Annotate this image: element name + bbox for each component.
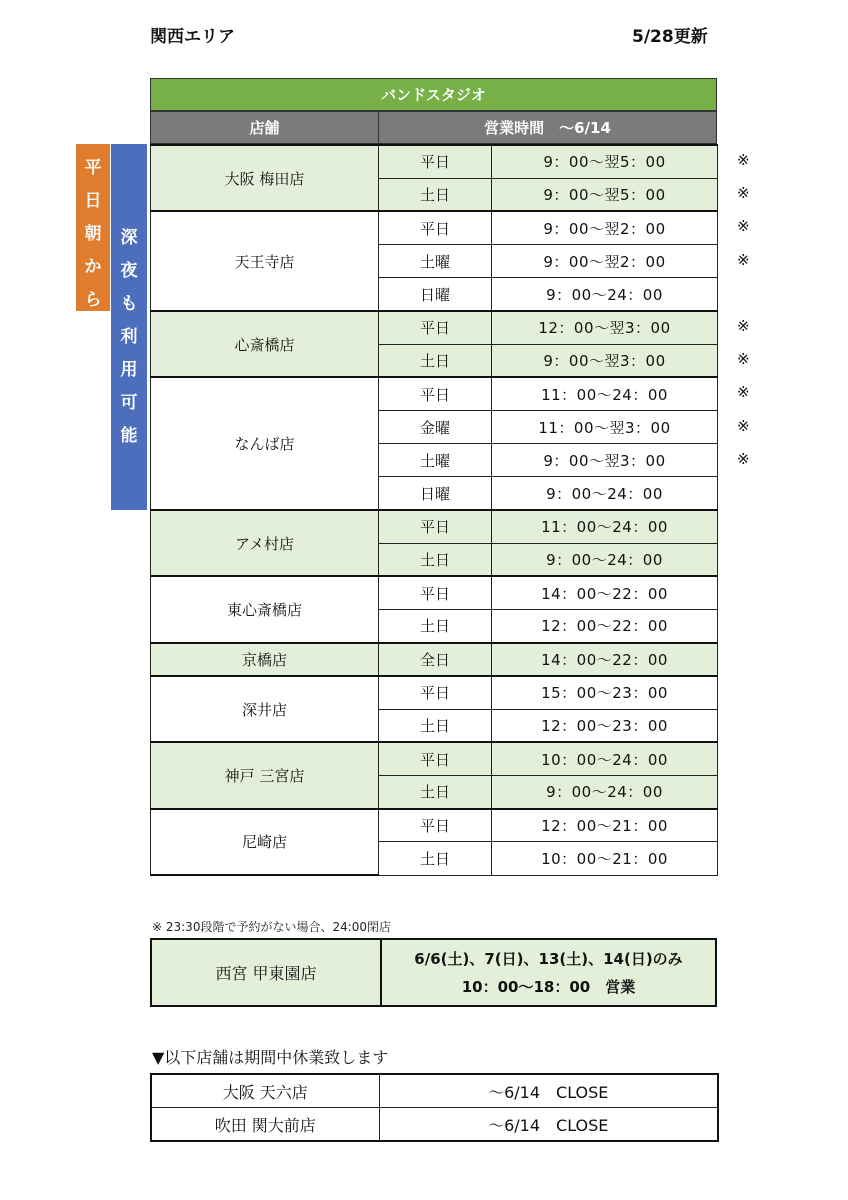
closed-store-status: ～6/14 CLOSE xyxy=(379,1108,718,1142)
opening-hours: 9：00～翌3：00 xyxy=(492,444,718,477)
store-name: 東心斎橋店 xyxy=(151,576,379,642)
late-close-note-mark: ※ xyxy=(737,383,750,402)
store-name: アメ村店 xyxy=(151,510,379,576)
side-label-weekday-morning xyxy=(76,144,110,311)
opening-hours: 15：00～23：00 xyxy=(492,676,718,709)
opening-hours: 9：00～24：00 xyxy=(492,477,718,510)
opening-hours: 12：00～21：00 xyxy=(492,809,718,842)
day-type: 平日 xyxy=(379,809,492,842)
table-row xyxy=(151,742,718,775)
late-close-note-mark: ※ xyxy=(737,449,750,468)
nishinomiya-store-name: 西宮 甲東園店 xyxy=(152,940,382,1005)
opening-hours: 9：00～翌3：00 xyxy=(492,344,718,377)
late-close-note-mark: ※ xyxy=(737,184,750,203)
closed-store-name: 吹田 関大前店 xyxy=(151,1108,379,1142)
day-type: 土日 xyxy=(379,543,492,576)
late-close-note-mark: ※ xyxy=(737,217,750,236)
day-type: 土日 xyxy=(379,709,492,742)
table-row xyxy=(151,377,718,410)
side-label-char: 可 xyxy=(120,393,138,413)
day-type: 土曜 xyxy=(379,444,492,477)
side-label-late-night xyxy=(111,144,147,510)
closed-row xyxy=(151,1074,718,1108)
day-type: 平日 xyxy=(379,145,492,178)
day-type: 平日 xyxy=(379,510,492,543)
store-name: 大阪 梅田店 xyxy=(151,145,379,211)
opening-hours: 10：00～24：00 xyxy=(492,742,718,775)
day-type: 金曜 xyxy=(379,411,492,444)
opening-hours: 12：00～翌3：00 xyxy=(492,311,718,344)
store-name: 尼崎店 xyxy=(151,809,379,875)
opening-hours: 9：00～24：00 xyxy=(492,278,718,311)
table-row xyxy=(151,809,718,842)
closed-row xyxy=(151,1108,718,1142)
table-row xyxy=(151,576,718,609)
opening-hours: 10：00～21：00 xyxy=(492,842,718,875)
column-header-store: 店舗 xyxy=(150,111,379,144)
table-row xyxy=(151,211,718,244)
store-name: 心斎橋店 xyxy=(151,311,379,377)
late-close-note-mark: ※ xyxy=(737,416,750,435)
late-close-note-mark: ※ xyxy=(737,250,750,269)
opening-hours: 11：00～翌3：00 xyxy=(492,411,718,444)
late-close-note-mark: ※ xyxy=(737,350,750,369)
day-type: 平日 xyxy=(379,676,492,709)
footnote: ※ 23:30段階で予約がない場合、24:00閉店 xyxy=(152,920,392,934)
opening-hours: 9：00～翌5：00 xyxy=(492,145,718,178)
nishinomiya-dates: 6/6(土)、7(日)、13(土)、14(日)のみ xyxy=(414,949,683,968)
opening-hours: 9：00～翌2：00 xyxy=(492,245,718,278)
updated-date: 5/28更新 xyxy=(632,27,708,47)
day-type: 土日 xyxy=(379,776,492,809)
store-name: 深井店 xyxy=(151,676,379,742)
opening-hours: 9：00～24：00 xyxy=(492,543,718,576)
nishinomiya-hours: 10：00～18：00 営業 xyxy=(461,977,636,996)
opening-hours: 9：00～翌5：00 xyxy=(492,178,718,211)
day-type: 日曜 xyxy=(379,477,492,510)
area-title: 関西エリア xyxy=(150,27,235,47)
side-label-char: 用 xyxy=(120,360,138,380)
table-row xyxy=(151,676,718,709)
store-name: 京橋店 xyxy=(151,643,379,676)
closed-stores-table xyxy=(150,1073,719,1142)
side-label-char: 深 xyxy=(120,228,138,248)
side-label-char: か xyxy=(84,257,102,277)
table-title: バンドスタジオ xyxy=(150,78,717,111)
closed-stores-title: ▼以下店舗は期間中休業致します xyxy=(152,1048,389,1067)
side-label-char: 能 xyxy=(120,426,138,446)
store-name: なんば店 xyxy=(151,377,379,510)
side-label-char: ら xyxy=(84,290,102,310)
day-type: 平日 xyxy=(379,576,492,609)
nishinomiya-info xyxy=(382,940,715,1005)
table-row xyxy=(151,145,718,178)
day-type: 日曜 xyxy=(379,278,492,311)
table-row xyxy=(151,311,718,344)
day-type: 全日 xyxy=(379,643,492,676)
day-type: 土曜 xyxy=(379,245,492,278)
opening-hours: 11：00～24：00 xyxy=(492,377,718,410)
side-label-char: 夜 xyxy=(120,261,138,281)
column-header-hours: 営業時間 ～6/14 xyxy=(378,111,717,144)
day-type: 平日 xyxy=(379,377,492,410)
side-label-char: 利 xyxy=(120,327,138,347)
store-name: 神戸 三宮店 xyxy=(151,742,379,808)
side-label-char: 日 xyxy=(84,191,102,211)
late-close-note-mark: ※ xyxy=(737,151,750,169)
table-row xyxy=(151,643,718,676)
table-row xyxy=(151,510,718,543)
store-name: 天王寺店 xyxy=(151,211,379,311)
opening-hours: 9：00～24：00 xyxy=(492,776,718,809)
day-type: 土日 xyxy=(379,842,492,875)
side-label-char: 朝 xyxy=(84,224,102,244)
opening-hours: 12：00～22：00 xyxy=(492,610,718,643)
nishinomiya-box xyxy=(150,938,717,1007)
opening-hours: 14：00～22：00 xyxy=(492,643,718,676)
side-label-char: も xyxy=(120,294,138,314)
day-type: 土日 xyxy=(379,344,492,377)
day-type: 平日 xyxy=(379,311,492,344)
opening-hours: 14：00～22：00 xyxy=(492,576,718,609)
opening-hours: 11：00～24：00 xyxy=(492,510,718,543)
side-label-char: 平 xyxy=(84,158,102,178)
opening-hours: 12：00～23：00 xyxy=(492,709,718,742)
closed-store-status: ～6/14 CLOSE xyxy=(379,1074,718,1108)
day-type: 土日 xyxy=(379,610,492,643)
day-type: 平日 xyxy=(379,211,492,244)
day-type: 土日 xyxy=(379,178,492,211)
opening-hours: 9：00～翌2：00 xyxy=(492,211,718,244)
hours-table xyxy=(150,144,718,876)
late-close-note-mark: ※ xyxy=(737,317,750,335)
day-type: 平日 xyxy=(379,742,492,775)
closed-store-name: 大阪 天六店 xyxy=(151,1074,379,1108)
